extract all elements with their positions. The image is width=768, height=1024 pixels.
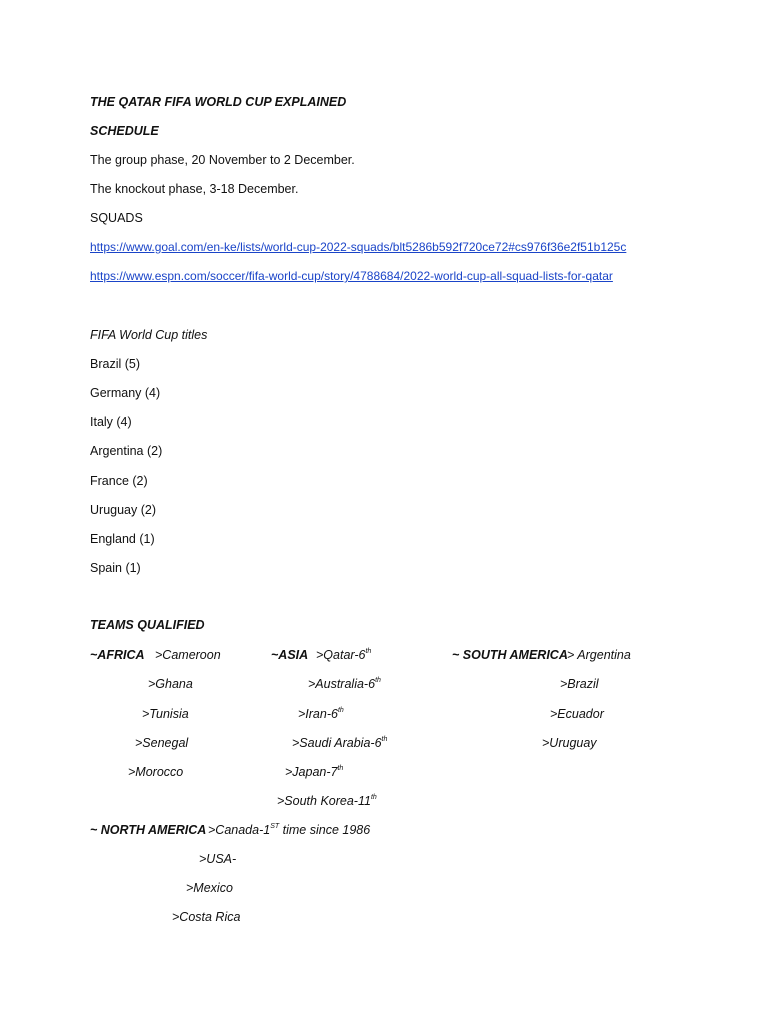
title-entry: England (1) xyxy=(90,532,155,546)
title-entry: Italy (4) xyxy=(90,415,132,429)
titles-heading: FIFA World Cup titles xyxy=(90,328,208,342)
title-entry: Spain (1) xyxy=(90,561,141,575)
document-title: THE QATAR FIFA WORLD CUP EXPLAINED xyxy=(90,95,347,109)
asia-team: >Australia-6th xyxy=(308,676,381,691)
asia-team: >Saudi Arabia-6th xyxy=(292,735,388,750)
south-america-team: >Brazil xyxy=(560,677,599,691)
north-america-label: ~ NORTH AMERICA xyxy=(90,823,207,837)
south-america-team: >Uruguay xyxy=(542,736,597,750)
group-phase-text: The group phase, 20 November to 2 December. xyxy=(90,153,355,167)
africa-team: >Senegal xyxy=(135,736,189,750)
title-entry: Germany (4) xyxy=(90,386,161,400)
north-america-team: >USA- xyxy=(199,852,237,866)
knockout-phase-text: The knockout phase, 3-18 December. xyxy=(90,182,299,196)
asia-team: >Qatar-6th xyxy=(316,647,372,662)
squads-heading: SQUADS xyxy=(90,211,143,225)
title-entry: France (2) xyxy=(90,474,148,488)
teams-qualified-heading: TEAMS QUALIFIED xyxy=(90,618,205,632)
africa-team: >Cameroon xyxy=(155,648,221,662)
title-entry: Uruguay (2) xyxy=(90,503,156,517)
north-america-team: >Costa Rica xyxy=(172,910,241,924)
north-america-team: >Mexico xyxy=(186,881,233,895)
africa-label: ~AFRICA xyxy=(90,648,145,662)
africa-team: >Morocco xyxy=(128,765,184,779)
south-america-label: ~ SOUTH AMERICA xyxy=(452,648,568,662)
asia-label: ~ASIA xyxy=(271,648,309,662)
title-entry: Argentina (2) xyxy=(90,444,163,458)
title-entry: Brazil (5) xyxy=(90,357,141,371)
squads-link-goal[interactable]: https://www.goal.com/en-ke/lists/world-cup-2022-squads/blt5286b592f720ce72#cs976f36e2f51b125c xyxy=(90,240,627,254)
squads-link-espn[interactable]: https://www.espn.com/soccer/fifa-world-cup/story/4788684/2022-world-cup-all-squad-lists-for-qatar xyxy=(90,269,613,283)
asia-team: >South Korea-11th xyxy=(277,793,377,808)
south-america-team: > Argentina xyxy=(567,648,631,662)
africa-team: >Tunisia xyxy=(142,707,189,721)
asia-team: >Iran-6th xyxy=(298,706,344,721)
schedule-heading: SCHEDULE xyxy=(90,124,159,138)
south-america-team: >Ecuador xyxy=(550,707,604,721)
north-america-team: >Canada-1ST time since 1986 xyxy=(208,822,371,837)
asia-team: >Japan-7th xyxy=(285,764,344,779)
africa-team: >Ghana xyxy=(148,677,193,691)
